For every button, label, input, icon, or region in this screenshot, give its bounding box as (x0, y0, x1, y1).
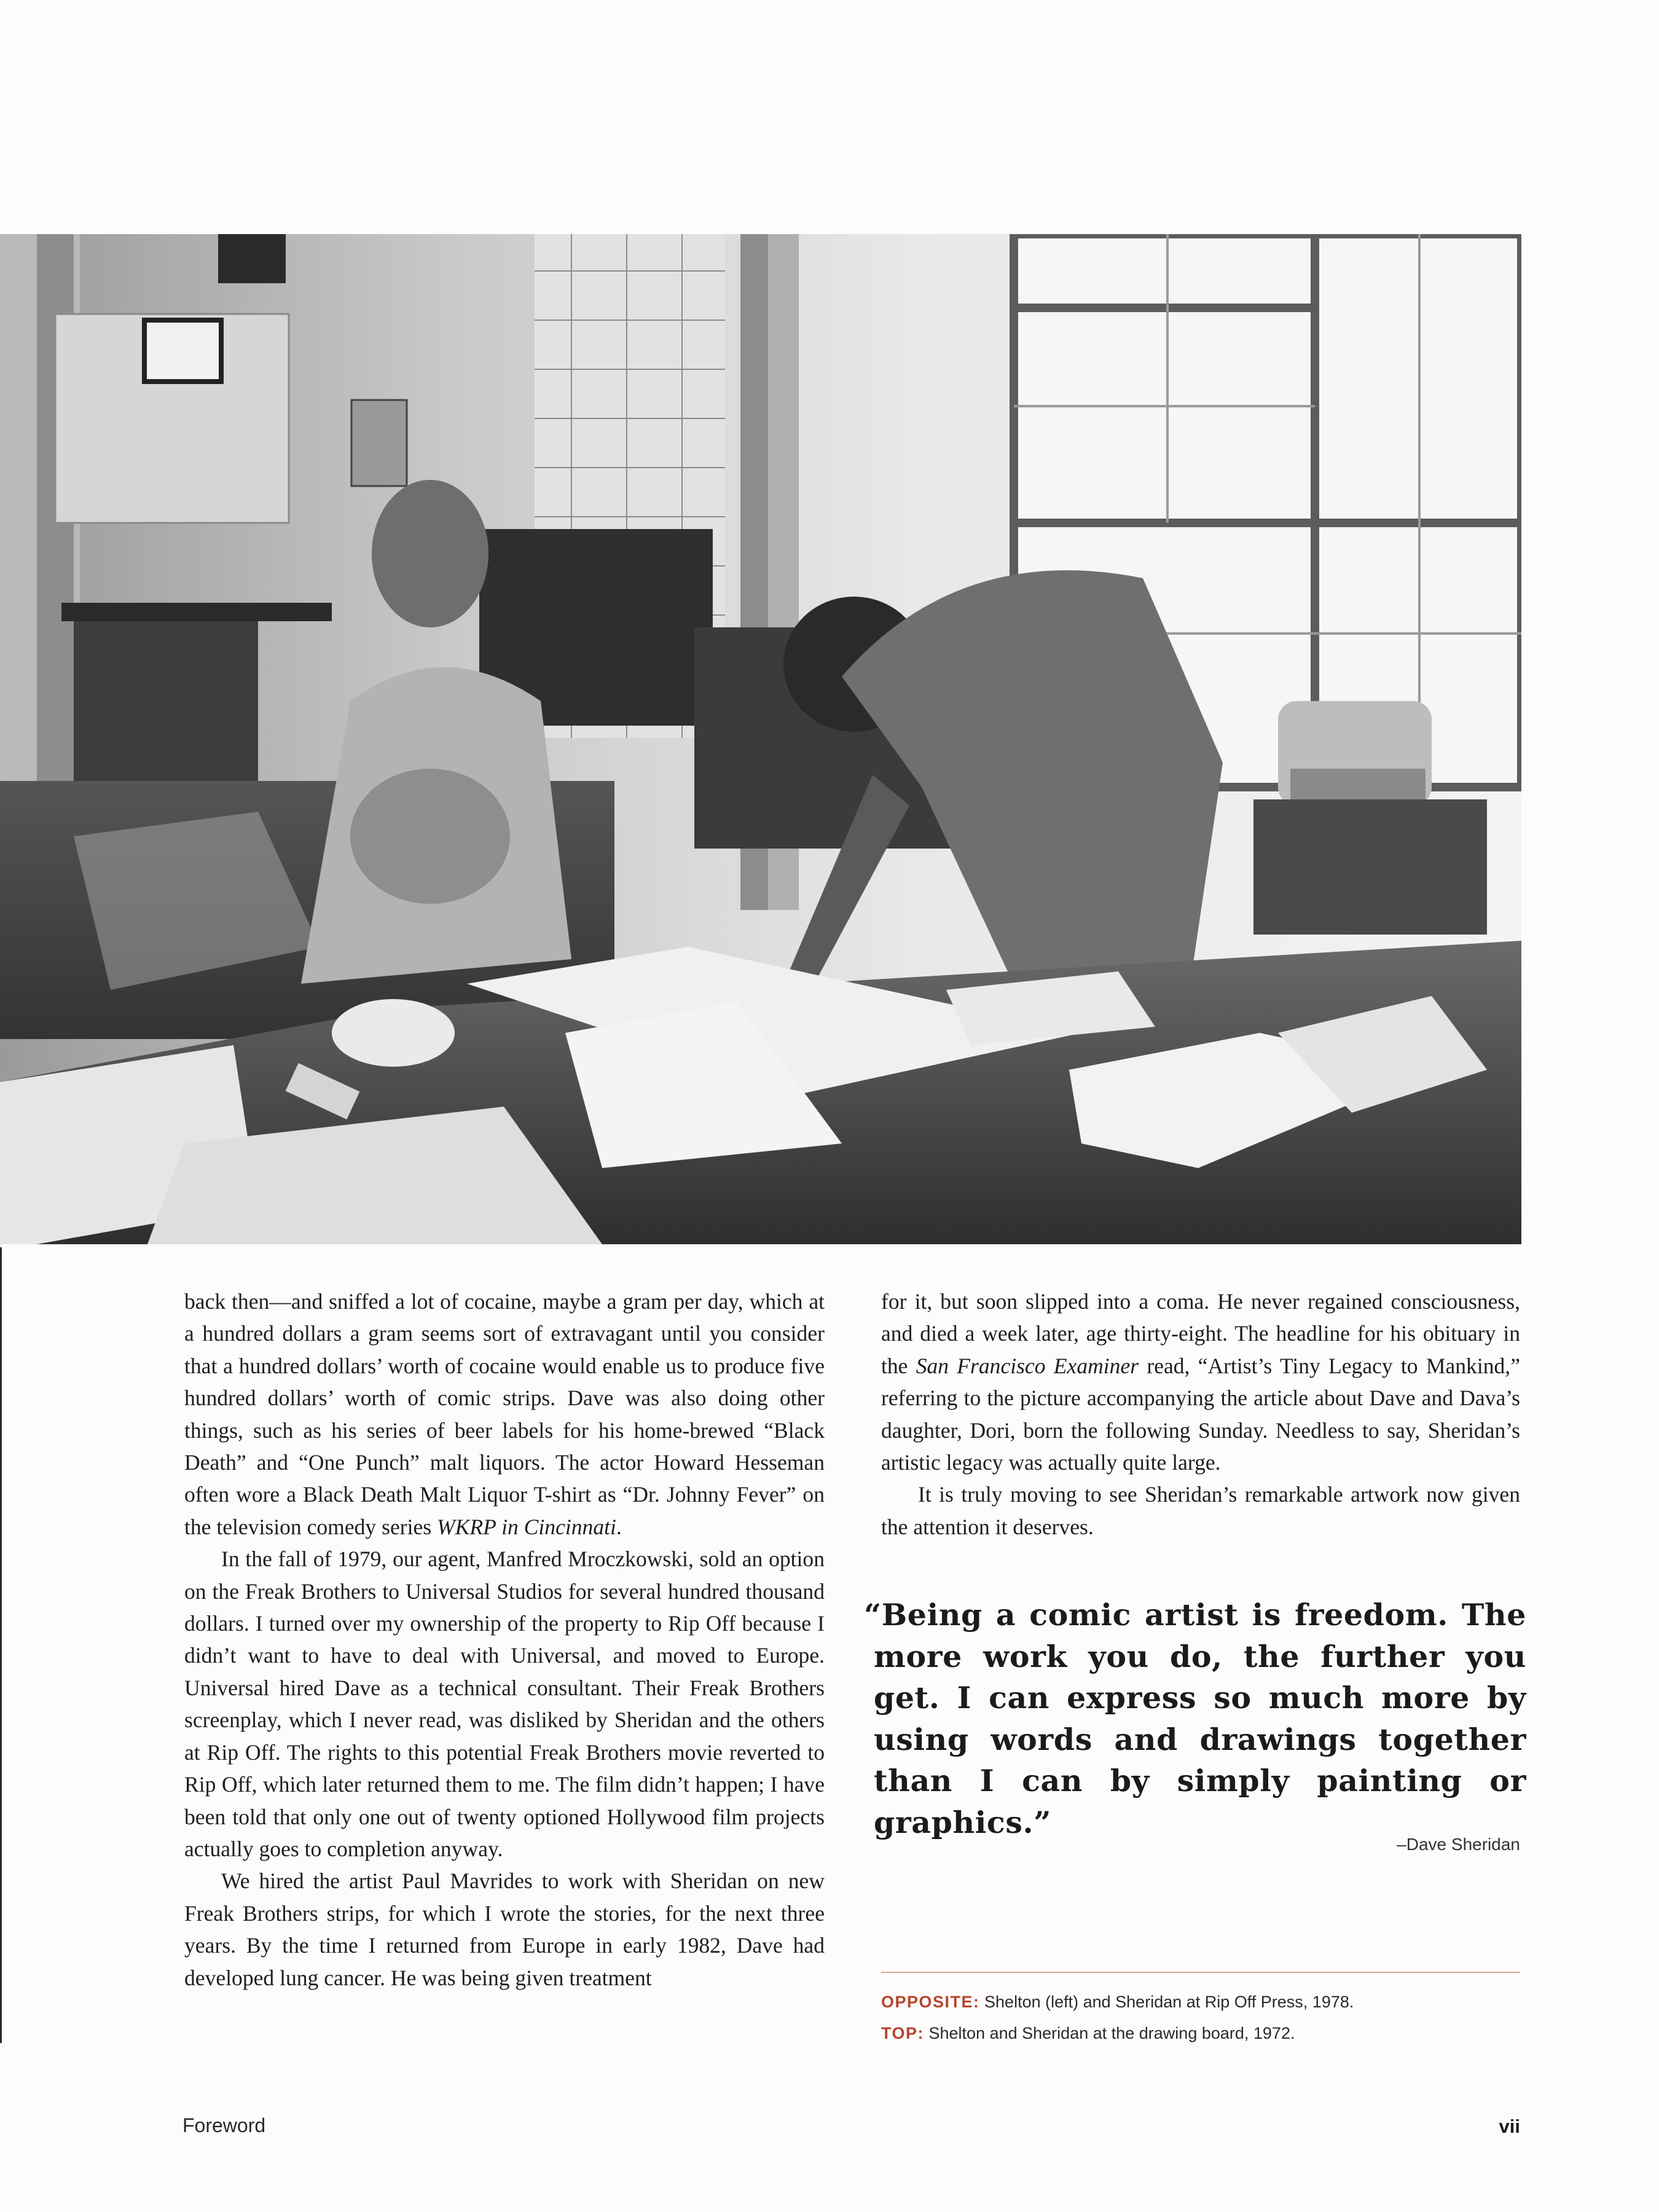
left-margin-rule (0, 1247, 2, 2043)
page-number: vii (1499, 2116, 1520, 2137)
quote-attribution: –Dave Sheridan (1397, 1835, 1520, 1854)
footer-section-title: Foreword (182, 2114, 266, 2136)
body-left-column (184, 1285, 825, 1994)
paragraph: back then—and sniffed a lot of cocaine, maybe a gram per day, which at a hundred dollars a gram seems sort of extravagant until you consider that a hundred dollars’ worth of cocaine would enable us to produce five hundred dollars’ worth of comic strips. Dave was also doing other things, such as his series of beer labels for his home-brewed “Black Death” and “One Punch” malt liquors. The actor Howard Hesseman often wore a Black Death Malt Liquor T-shirt as “Dr. Johnny Fever” on the television comedy series WKRP in Cincinnati. (184, 1289, 825, 1539)
caption-label: OPPOSITE: (881, 1993, 980, 2011)
top-photo (0, 234, 1521, 1244)
caption-opposite (881, 1993, 1354, 2012)
paragraph: We hired the artist Paul Mavrides to work with Sheridan on new Freak Brothers strips, for which I wrote the stories, for the next three years. By the time I returned from Europe in early 1982, Dave had developed lung cancer. He was being given treatment (184, 1869, 825, 1990)
body-right-column (881, 1285, 1520, 1543)
caption-text: Shelton and Sheridan at the drawing board, 1972. (924, 2024, 1295, 2042)
paragraph: for it, but soon slipped into a coma. He never regained consciousness, and died a week later, age thirty-eight. The headline for his obituary in the San Francisco Examiner read, “Artist’s Tiny Legacy to Mankind,” referring to the picture accompanying the article about Dave and Dava’s daughter, Dori, born the following Sunday. Needless to say, Sheridan’s artistic legacy was actually quite large. (881, 1289, 1520, 1475)
caption-label: TOP: (881, 2024, 925, 2042)
caption-divider (881, 1972, 1520, 1973)
paragraph: In the fall of 1979, our agent, Manfred Mroczkowski, sold an option on the Freak Brothers to Universal Studios for several hundred thousand dollars. I turned over my ownership of the property to Rip Off because I didn’t want to have to deal with Universal, and moved to Europe. Universal hired Dave as a technical consultant. Their Freak Brothers screenplay, which I never read, was disliked by Sheridan and the others at Rip Off. The rights to this potential Freak Brothers movie reverted to Rip Off, which later returned them to me. The film didn’t happen; I have been told that only one out of twenty optioned Hollywood film projects actually goes to completion anyway. (184, 1547, 825, 1861)
paragraph: It is truly moving to see Sheridan’s remarkable artwork now given the attention it deserves. (881, 1482, 1520, 1539)
caption-top (881, 2024, 1295, 2043)
pull-quote (864, 1594, 1526, 1843)
caption-text: Shelton (left) and Sheridan at Rip Off Press, 1978. (979, 1993, 1354, 2011)
pull-quote-text: “Being a comic artist is freedom. The more work you do, the further you get. I can express so much more by using words and drawings together than I can by simply painting or graphics.” (864, 1597, 1526, 1840)
